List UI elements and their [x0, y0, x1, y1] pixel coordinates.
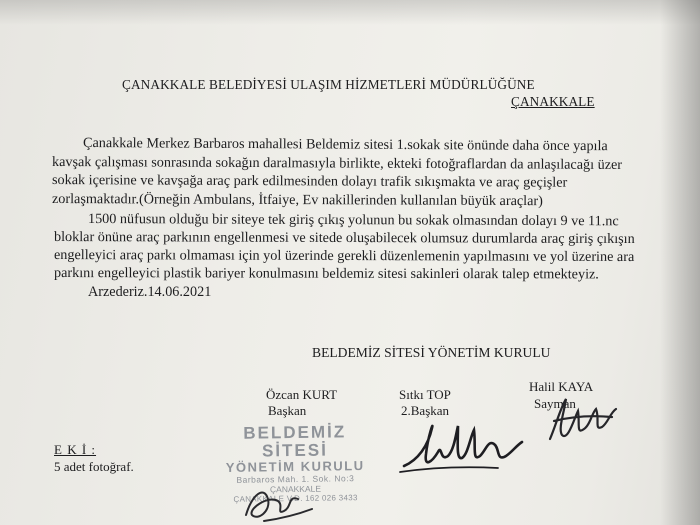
page-shadow-right: [660, 0, 700, 525]
addressee-line-2: ÇANAKKALE: [511, 94, 595, 109]
stamp-line-1: BELDEMİZ SİTESİ: [243, 422, 347, 461]
signatory-3-name: Halil KAYA: [529, 379, 594, 394]
signature-3-icon: [540, 395, 620, 445]
stamp-line-2: YÖNETİM KURULU: [225, 458, 365, 475]
signatory-3-role: Sayman: [534, 396, 576, 411]
signatory-2-role: 2.Başkan: [401, 403, 450, 418]
body-line-1: Çanakkale Merkez Barbaros mahallesi Beldemiz sitesi 1.sokak site önünde daha önce yapıla: [82, 135, 608, 155]
signature-1-icon: [238, 465, 318, 525]
attachments-label: E K İ :: [54, 442, 97, 457]
stamp-line-4: ÇANAKKALE: [269, 483, 322, 495]
stamp-line-5: ÇANAKKALE V.D. 162 026 3433: [233, 493, 358, 504]
closing-date: Arzederiz.14.06.2021: [88, 284, 212, 300]
signature-2-icon: [398, 416, 528, 476]
body-line-2: kavşak çalışması sonrasında sokağın daralmasıyla birlikte, ekteki fotoğraflardan da anlaşılacağı üzer: [51, 154, 623, 173]
body-line-5: 1500 nüfusun olduğu bir siteye tek giriş çıkış yolunun bu sokak olmasından dolayı 9 ve 11.nc: [87, 211, 619, 230]
attachments-value: 5 adet fotoğraf.: [54, 459, 134, 474]
committee-title: BELDEMİZ SİTESİ YÖNETİM KURULU: [312, 345, 551, 360]
signatory-2-name: Sıtkı TOP: [399, 387, 451, 402]
body-line-3: sokak içerisine ve kavşağa araç park edilmesinden dolayı trafik sıkışmakta ve araç geçişler: [51, 172, 568, 191]
body-line-7: engelleyici araç parkı olmaması için yol üzerinde gerekli düzenlemenin yapılmasını ve yol üzerine ara: [53, 247, 635, 266]
signatory-1-name: Özcan KURT: [266, 387, 338, 402]
body-line-8: parkını engelleyici plastik bariyer konulmasını beldemiz sitesi sakinleri olarak talep etmekteyiz.: [53, 265, 599, 283]
addressee-line-1: ÇANAKKALE BELEDİYESİ ULAŞIM HİZMETLERİ MÜDÜRLÜĞÜNE: [122, 77, 535, 92]
body-line-6: bloklar önüne araç parkının engellenmesi ve sitede oluşabilecek olumsuz durumlarda araç giriş çıkışın: [53, 229, 635, 248]
stamp-line-3: Barbaros Mah. 1. Sok. No:3: [236, 473, 355, 485]
page-shadow-top: [0, 0, 700, 25]
signatory-1-role: Başkan: [268, 403, 307, 418]
body-line-4: zorlaşmaktadır.(Örneğin Ambulans, İtfaiye, Ev nakillerinden kullanılan büyük araçlar): [51, 191, 543, 210]
